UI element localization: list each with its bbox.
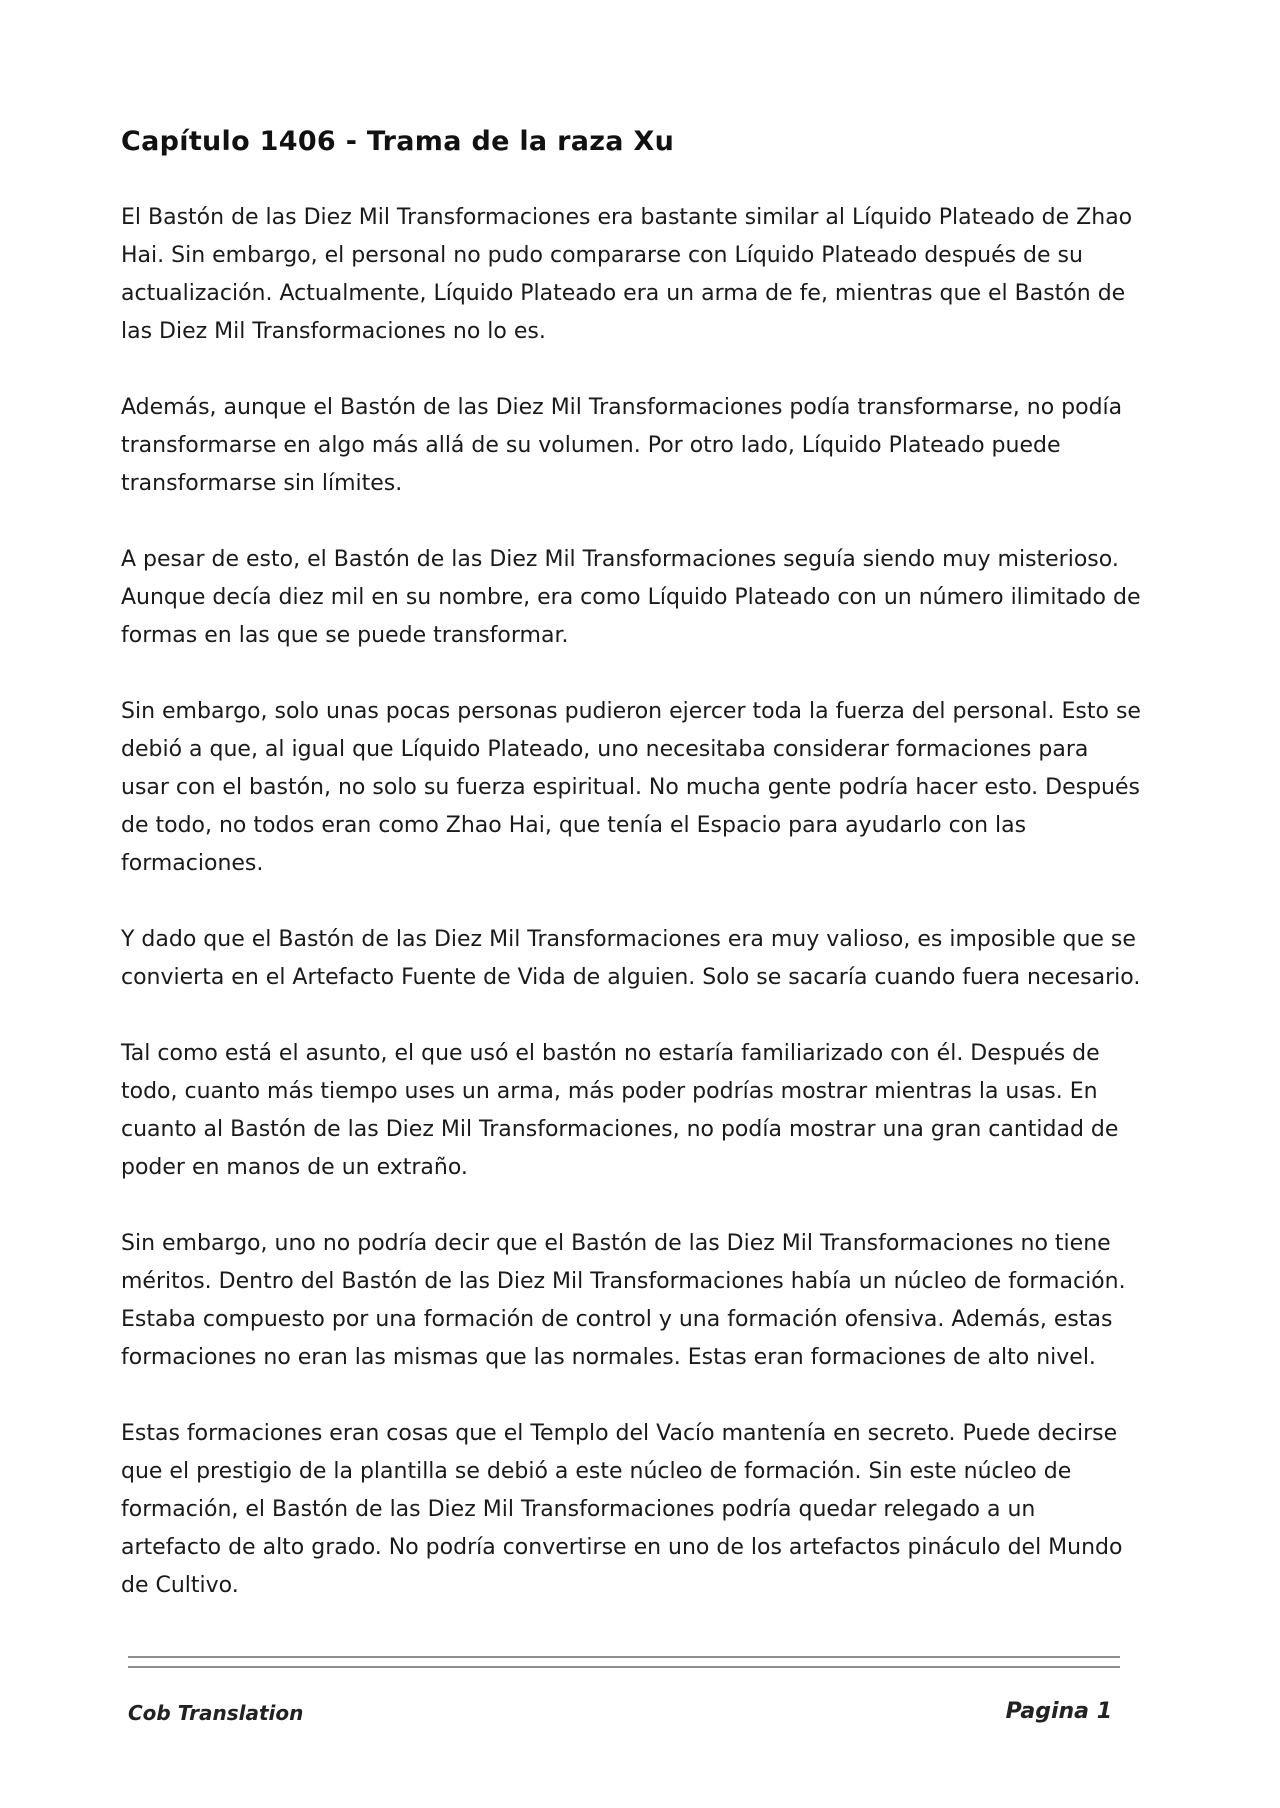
footer-credit: Cob Translation [128,1701,304,1725]
paragraph: Tal como está el asunto, el que usó el bastón no estaría familiarizado con él. Después de todo, cuanto más tiempo uses un arma, más poder podrías mostrar mientras la usas. En cuanto al Bastón de las Diez Mil Transformaciones, no podía mostrar una gran cantidad de poder en manos de un extraño. [121,1041,1119,1180]
paragraph: A pesar de esto, el Bastón de las Diez Mil Transformaciones seguía siendo muy misterioso. Aunque decía diez mil en su nombre, era como Líquido Plateado con un número ilimitado de formas en las que se puede transformar. [121,547,1141,648]
paragraph: Estas formaciones eran cosas que el Templo del Vacío mantenía en secreto. Puede decirse que el prestigio de la plantilla se debió a este núcleo de formación. Sin este núcleo de formación, el Bastón de las Diez Mil Transformaciones podría quedar relegado a un artefacto de alto grado. No podría convertirse en uno de los artefactos pináculo del Mundo de Cultivo. [121,1421,1123,1598]
paragraph: Además, aunque el Bastón de las Diez Mil Transformaciones podía transformarse, no podía transformarse en algo más allá de su volumen. Por otro lado, Líquido Plateado puede transformarse sin límites. [121,395,1123,496]
chapter-title: Capítulo 1406 - Trama de la raza Xu [121,126,675,157]
paragraph: Sin embargo, uno no podría decir que el Bastón de las Diez Mil Transformaciones no tiene méritos. Dentro del Bastón de las Diez Mil Transformaciones había un núcleo de formación. Estaba compuesto por una formación de control y una formación ofensiva. Además, estas formaciones no eran las mismas que las normales. Estas eran formaciones de alto nivel. [121,1231,1126,1370]
footer-divider [128,1656,1120,1658]
page-number: Pagina 1 [1005,1699,1112,1724]
document-body [121,199,1141,1643]
paragraph: Y dado que el Bastón de las Diez Mil Transformaciones era muy valioso, es imposible que se convierta en el Artefacto Fuente de Vida de alguien. Solo se sacaría cuando fuera necesario. [121,927,1141,990]
paragraph: El Bastón de las Diez Mil Transformaciones era bastante similar al Líquido Plateado de Zhao Hai. Sin embargo, el personal no pudo compararse con Líquido Plateado después de su actualización. Actualmente, Líquido Plateado era un arma de fe, mientras que el Bastón de las Diez Mil Transformaciones no lo es. [121,205,1133,344]
paragraph: Sin embargo, solo unas pocas personas pudieron ejercer toda la fuerza del personal. Esto se debió a que, al igual que Líquido Plateado, uno necesitaba considerar formaciones para usar con el bastón, no solo su fuerza espiritual. No mucha gente podría hacer esto. Después de todo, no todos eran como Zhao Hai, que tenía el Espacio para ayudarlo con las formaciones. [121,699,1141,876]
footer-divider [128,1666,1120,1668]
